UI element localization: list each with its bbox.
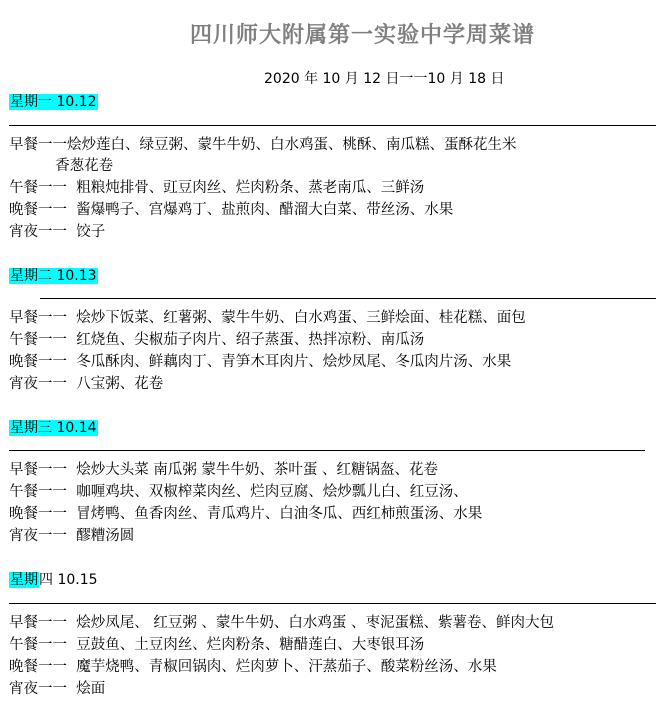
menu-line: 早餐一一烩炒莲白、绿豆粥、蒙牛牛奶、白水鸡蛋、桃酥、南瓜糕、蛋酥花生米 [9, 137, 517, 153]
menu-line: 宵夜一一 醪糟汤圆 [9, 528, 135, 544]
day-heading-monday [9, 92, 98, 112]
menu-line: 早餐一一 烩炒下饭菜、红薯粥、蒙牛牛奶、白水鸡蛋、三鲜烩面、桂花糕、面包 [9, 310, 526, 326]
menu-line: 午餐一一 粗粮炖排骨、豇豆肉丝、烂肉粉条、蒸老南瓜、三鲜汤 [9, 180, 425, 196]
day-heading-wednesday [9, 418, 98, 438]
menu-line: 午餐一一 咖喱鸡块、双椒榨菜肉丝、烂肉豆腐、烩炒瓢儿白、红豆汤、 [9, 484, 468, 500]
menu-line: 宵夜一一 饺子 [9, 224, 106, 240]
menu-line: 午餐一一 红烧鱼、尖椒茄子肉片、绍子蒸蛋、热拌凉粉、南瓜汤 [9, 332, 425, 348]
section-divider [9, 450, 645, 451]
menu-line: 早餐一一 烩炒凤尾、 红豆粥 、蒙牛牛奶、白水鸡蛋 、枣泥蛋糕、紫薯卷、鲜肉大包 [9, 615, 555, 631]
document-title: 四川师大附属第一实验中学周菜谱 [190, 23, 536, 48]
date-range: 2020 年 10 月 12 日一一10 月 18 日 [264, 71, 505, 87]
day-heading-tuesday [9, 266, 98, 286]
menu-line: 宵夜一一 烩面 [9, 681, 106, 697]
section-divider [9, 125, 656, 126]
day-heading-thursday [9, 570, 98, 590]
day-heading-highlight: 星期二 10.13 [10, 268, 97, 284]
menu-line: 早餐一一 烩炒大头菜 南瓜粥 蒙牛牛奶、茶叶蛋 、红糖锅盔、花卷 [9, 462, 439, 478]
section-divider [40, 298, 656, 299]
menu-line: 午餐一一 豆鼓鱼、土豆肉丝、烂肉粉条、糖醋莲白、大枣银耳汤 [9, 637, 425, 653]
menu-line: 晚餐一一 酱爆鸭子、宫爆鸡丁、盐煎肉、醋溜大白菜、带丝汤、水果 [9, 202, 454, 218]
menu-line: 晚餐一一 魔芋烧鸭、青椒回锅肉、烂肉萝卜、汗蒸茄子、酸菜粉丝汤、水果 [9, 659, 497, 675]
menu-line: 宵夜一一 八宝粥、花卷 [9, 376, 164, 392]
day-heading-suffix: 四 10.15 [39, 572, 98, 588]
day-heading-highlight: 星期三 10.14 [10, 420, 97, 436]
section-divider [9, 603, 656, 604]
menu-line: 晚餐一一 冒烤鸭、鱼香肉丝、青瓜鸡片、白油冬瓜、西红柿煎蛋汤、水果 [9, 506, 483, 522]
day-heading-highlight: 星期一 10.12 [10, 94, 97, 110]
menu-line: 香葱花卷 [9, 158, 114, 174]
day-heading-highlight: 星期 [10, 572, 38, 588]
menu-line: 晚餐一一 冬瓜酥肉、鲜藕肉丁、青笋木耳肉片、烩炒凤尾、冬瓜肉片汤、水果 [9, 354, 512, 370]
